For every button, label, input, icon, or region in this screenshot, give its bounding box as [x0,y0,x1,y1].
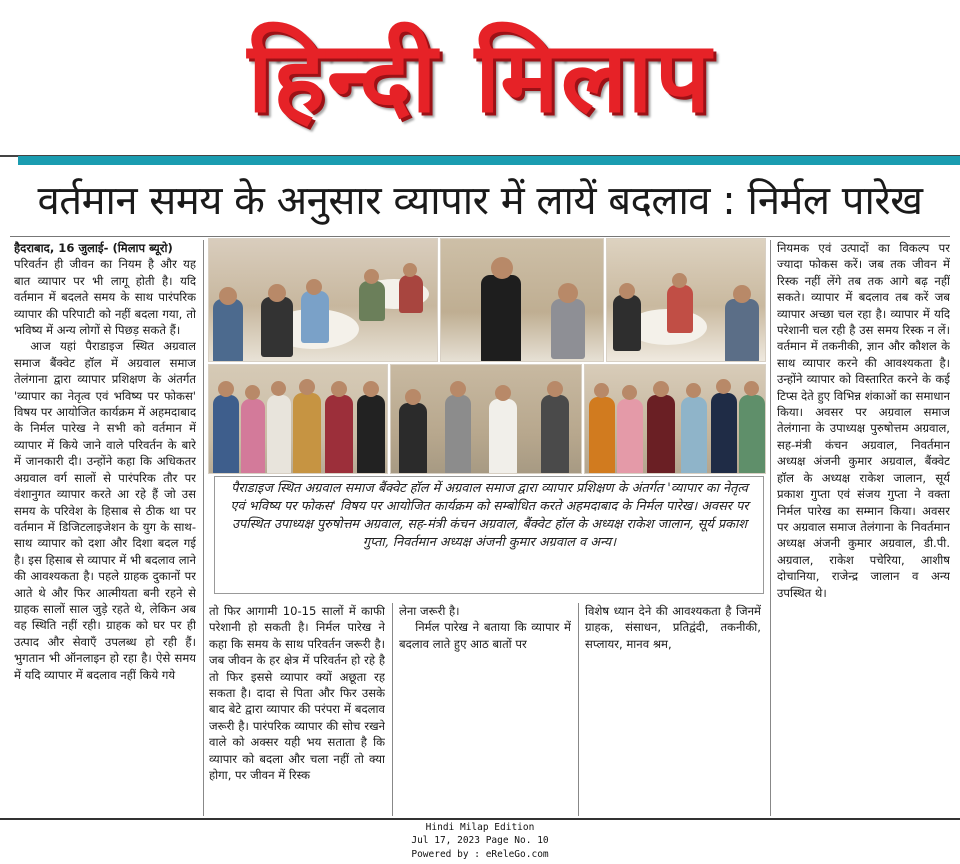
column-3-paragraph-1: लेना जरूरी है। [399,604,460,618]
photo-caption: पैराडाइज स्थित अग्रवाल समाज बैंक्वेट हॉल में अग्रवाल समाज द्वारा व्यापार प्रशिक्षण के अंतर्गत 'व्यापार का नेतृत्व एवं भविष्य पर फोकस' विषय पर आयोजित कार्यक्रम को सम्बोधित करते अहमदाबाद के निर्मल पारेख। अवसर पर उपस्थित उपाध्यक्ष पुरुषोत्तम अग्रवाल, सह-मंत्री कंचन अग्रवाल, बैंक्वेट हॉल के अध्यक्ष राकेश जालान, सूर्य प्रकाश गुप्ता, निवर्तमान अध्यक्ष अंजनी कुमार अग्रवाल व अन्य। [230,481,749,550]
headline-divider [10,236,950,237]
footer-divider [0,818,960,820]
column-1-paragraph-2: आज यहां पैराडाइज स्थित अग्रवाल समाज बैंक्वेट हॉल में अग्रवाल समाज तेलंगाना द्वारा व्यापार प्रशिक्षण के अंतर्गत 'व्यापार का नेतृत्व एवं भविष्य पर फोकस' विषय पर आयोजित कार्यक्रम में अहमदाबाद के निर्मल पारेख ने सभी को वर्तमान में व्यापार में किये जाने वाले परिवर्तन के बारे में जानकारी दी। उन्होंने कहा कि अधिकतर अग्रवाल वर्ग सालों से पारंपरिक तौर पर वंशानुगत व्यापार करते आ रहे हैं जो उस समय के परिवेश के हिसाब से ठीक था पर वर्तमान में डिजिटलाइजेशन के युग के साथ-साथ व्यापार को दशा और दिशा बदल गई है। इस हिसाब से व्यापार में भी बदलाव लाने की आवश्यकता है। पहले ग्राहक दुकानों पर आते थे और फिर आत्मीयता बनी रहने से ग्राहक सालों साल जुड़े रहते थे, लेकिन अब वह स्थिति नहीं रही। ग्राहक को घर पर ही उत्पाद और सेवाएँ उपलब्ध हो रही हैं। भुगतान भी ऑनलाइन हो रहा है। ऐसे समय में यदि व्यापार में बदलाव नहीं किये गये [14,339,196,682]
edition-date-page: Jul 17, 2023 Page No. 10 [411,835,549,847]
column-5-text: नियमक एवं उत्पादों का विकल्प पर ज्यादा फोकस करें। जब तक जीवन में रिस्क नहीं लेंगे तब तक आगे बढ़ नहीं सकते। व्यापार में बदलाव तब करें जब व्यापार अच्छा चल रहा है। व्यापार में यदि परेशानी चल रही है उस समय रिस्क न लें। वर्तमान में तकनीकी, ज्ञान और कौशल के साथ व्यापार करने की आवश्यकता है। उन्होंने व्यापार को विस्तारित करने के कई टिप्स देते हुए विभिन्न शंकाओं का समाधान किया। अवसर पर अग्रवाल समाज तेलंगाना के उपाध्यक्ष पुरुषोत्तम अग्रवाल, सह-मंत्री कंचन अग्रवाल, निवर्तमान अध्यक्ष अंजनी कुमार अग्रवाल, बैंक्वेट हॉल के अध्यक्ष राकेश जालान, सूर्य प्रकाश गुप्ता एवं संजय गुप्ता ने वक्ता निर्मल पारेख का सम्मान किया। अवसर पर अग्रवाल समाज तेलंगाना के निवर्तमान अध्यक्ष अंजनी कुमार अग्रवाल, डी.पी. अग्रवाल, राकेश पचेरिया, आशीष दोचानिया, राजेन्द्र जालान व अन्य उपस्थित थे। [777,241,950,600]
column-divider [770,240,771,816]
column-divider [578,603,579,816]
column-4-text: विशेष ध्यान देने की आवश्यकता है जिनमें ग्राहक, संसाधन, प्रतिद्वंदी, तकनीकी, सप्लायर, मानव श्रम, [585,604,761,651]
article-headline: वर्तमान समय के अनुसार व्यापार में लायें बदलाव : निर्मल पारेख [37,178,923,224]
article-column-5 [777,240,950,816]
edition-footer [0,821,960,861]
column-divider [392,603,393,816]
article-column-4 [585,603,761,816]
column-divider [203,240,204,816]
event-photo-activity [390,364,582,474]
event-photo-participants [584,364,766,474]
newspaper-logo: हिन्दी मिलाप [247,20,713,135]
article-column-2 [209,603,385,816]
column-2-text: तो फिर आगामी 10-15 सालों में काफी परेशानी हो सकती है। निर्मल पारेख ने कहा कि समय के साथ परिवर्तन जरूरी है। जब जीवन के हर क्षेत्र में परिवर्तन हो रहे है तो फिर इससे व्यापार क्यों अछूता रह सकता है। दादा से पिता और फिर उसके बाद बेटे द्वारा व्यापार की परंपरा में बदलाव जरूरी है। पारंपरिक व्यापार की सोच रखने वाले को अक्सर यही भय सताता है कि व्यापार को बदला और चला नहीं तो क्या होगा, पर जीवन में रिस्क [209,604,385,783]
dateline: हैदराबाद, 16 जुलाई- (मिलाप ब्यूरो) [14,241,173,255]
edition-name: Hindi Milap Edition [425,822,535,833]
article-column-1 [14,240,196,816]
event-photo-speaker [440,238,604,362]
event-photo-group [208,364,388,474]
masthead [0,0,960,152]
powered-by: Powered by : eReleGo.com [411,848,549,860]
article-column-3 [399,603,571,816]
masthead-color-band [18,156,960,165]
event-photo-audience-2 [606,238,766,362]
column-1-paragraph-1: परिवर्तन ही जीवन का नियम है और यह बात व्यापार पर भी लागू होती है। यदि वर्तमान में बदलते समय के साथ पारंपरिक व्यापार की परिपाटी को नहीं बदला गया, तो भविष्य में अन्य लोगों से पिछड़ सकते हैं। [14,257,196,338]
column-3-paragraph-2: निर्मल पारेख ने बताया कि व्यापार में बदलाव लाते हुए आठ बातों पर [399,620,571,651]
event-photo-audience-1 [208,238,438,362]
